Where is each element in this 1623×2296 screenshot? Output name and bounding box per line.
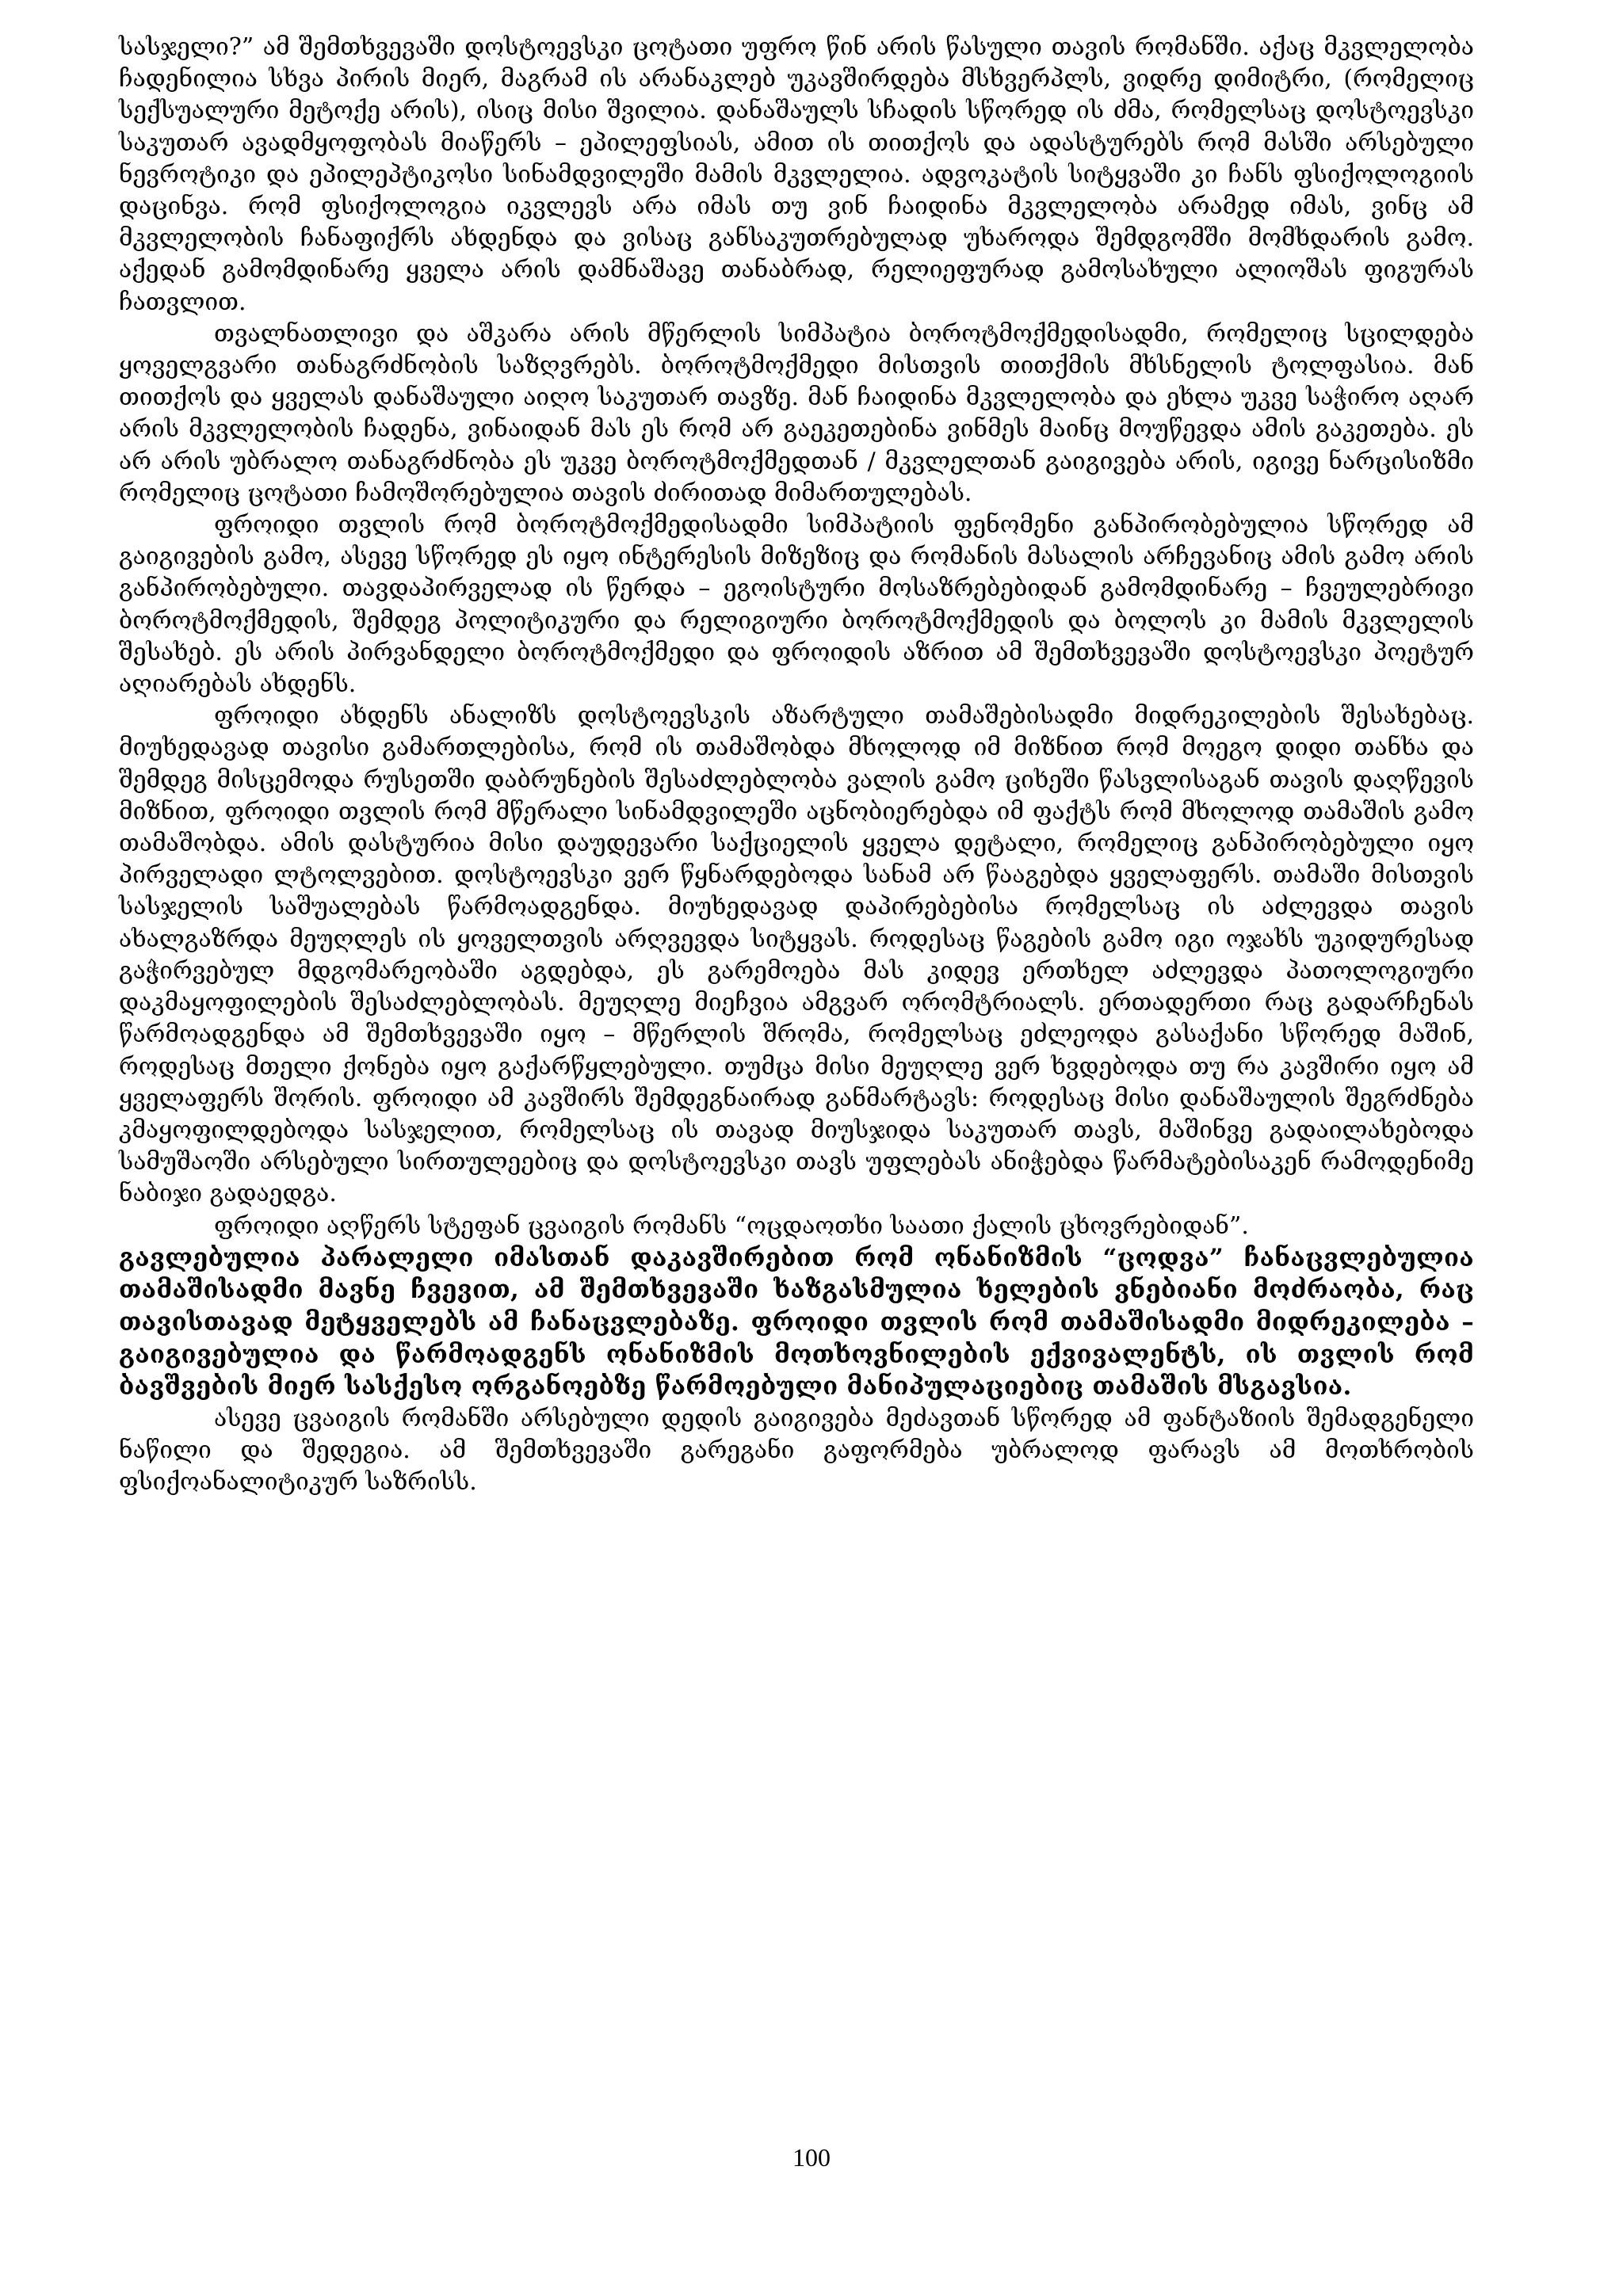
paragraph-6-bold: გავლებულია პარალელი იმასთან დაკავშირებით რომ ონანიზმის “ცოდვა” ჩანაცვლებულია თამაშისადმი მავნე ჩვევით, ამ შემთხვევაში ხაზგასმულია ხელების ვნებიანი მოძრაობა, რაც თავისთავად მეტყველებს ამ ჩანაცვლებაზე. ფროიდი თვლის რომ თამაშისადმი მიდრეკილება – გაიგივებულია და წარმოადგენს ონანიზმის მოთხოვნილების ექვივალენტს, ის თვლის რომ ბავშვების მიერ სასქესო ორგანოებზე წარმოებული მანიპულაციებიც თამაშის მსგავსია.: [119, 1243, 1474, 1402]
page-number: 100: [792, 2143, 831, 2172]
paragraph-2: თვალნათლივი და აშკარა არის მწერლის სიმპატია ბოროტმოქმედისადმი, რომელიც სცილდება ყოველგვარი თანაგრძნობის საზღვრებს. ბოროტმოქმედი მისთვის თითქმის მხსნელის ტოლფასია. მან თითქოს და ყველას დანაშაული აიღო საკუთარ თავზე. მან ჩაიდინა მკვლელობა და ეხლა უკვე საჭირო აღარ არის მკვლელობის ჩადენა, ვინაიდან მას ეს რომ არ გაეკეთებინა ვინმეს მაინც მოუწევდა ამის გაკეთება. ეს არ არის უბრალო თანაგრძნობა ეს უკვე ბოროტმოქმედთან / მკვლელთან გაიგივება არის, იგივე ნარცისიზმი რომელიც ცოტათი ჩამოშორებულია თავის ძირითად მიმართულებას.: [119, 319, 1474, 507]
document-body: [119, 32, 1474, 1498]
paragraph-7: ასევე ცვაიგის რომანში არსებული დედის გაიგივება მეძავთან სწორედ ამ ფანტაზიის შემადგენელი ნაწილი და შედეგია. ამ შემთხვევაში გარეგანი გაფორმება უბრალოდ ფარავს ამ მოთხრობის ფსიქოანალიტიკურ საზრისს.: [119, 1404, 1474, 1497]
paragraph-1: სასჯელი?” ამ შემთხვევაში დოსტოევსკი ცოტათი უფრო წინ არის წასული თავის რომანში. აქაც მკვლელობა ჩადენილია სხვა პირის მიერ, მაგრამ ის არანაკლებ უკავშირდება მსხვერპლს, ვიდრე დიმიტრი, (რომელიც სექსუალური მეტოქე არის), ისიც მისი შვილია. დანაშაულს სჩადის სწორედ ის ძმა, რომელსაც დოსტოევსკი საკუთარ ავადმყოფობას მიაწერს – ეპილეფსიას, ამით ის თითქოს და ადასტურებს რომ მასში არსებული ნევროტიკი და ეპილეპტიკოსი სინამდვილეში მამის მკვლელია. ადვოკატის სიტყვაში კი ჩანს ფსიქოლოგიის დაცინვა. რომ ფსიქოლოგია იკვლევს არა იმას თუ ვინ ჩაიდინა მკვლელობა არამედ იმას, ვინც ამ მკვლელობის ჩანაფიქრს ახდენდა და ვისაც განსაკუთრებულად უხაროდა შემდგომში მომხდარის გამო. აქედან გამომდინარე ყველა არის დამნაშავე თანაბრად, რელიეფურად გამოსახული ალიოშას ფიგურას ჩათვლით.: [119, 33, 1474, 316]
paragraph-3: ფროიდი თვლის რომ ბოროტმოქმედისადმი სიმპატიის ფენომენი განპირობებულია სწორედ ამ გაიგივების გამო, ასევე სწორედ ეს იყო ინტერესის მიზეზიც და რომანის მასალის არჩევანიც ამის გამო არის განპირობებული. თავდაპირველად ის წერდა – ეგოისტური მოსაზრებებიდან გამომდინარე – ჩვეულებრივი ბოროტმოქმედის, შემდეგ პოლიტიკური და რელიგიური ბოროტმოქმედის და ბოლოს კი მამის მკვლელის შესახებ. ეს არის პირვანდელი ბოროტმოქმედი და ფროიდის აზრით ამ შემთხვევაში დოსტოევსკი პოეტურ აღიარებას ახდენს.: [119, 511, 1474, 699]
paragraph-4: ფროიდი ახდენს ანალიზს დოსტოევსკის აზარტული თამაშებისადმი მიდრეკილების შესახებაც. მიუხედავად თავისი გამართლებისა, რომ ის თამაშობდა მხოლოდ იმ მიზნით რომ მოეგო დიდი თანხა და შემდეგ მისცემოდა რუსეთში დაბრუნების შესაძლებლობა ვალის გამო ციხეში წასვლისაგან თავის დაღწევის მიზნით, ფროიდი თვლის რომ მწერალი სინამდვილეში აცნობიერებდა იმ ფაქტს რომ მხოლოდ თამაშის გამო თამაშობდა. ამის დასტურია მისი დაუდევარი საქციელის ყველა დეტალი, რომელიც განპირობებული იყო პირველადი ლტოლვებით. დოსტოევსკი ვერ წყნარდებოდა სანამ არ წააგებდა ყველაფერს. თამაში მისთვის სასჯელის საშუალებას წარმოადგენდა. მიუხედავად დაპირებებისა რომელსაც ის აძლევდა თავის ახალგაზრდა მეუღლეს ის ყოველთვის არღვევდა სიტყვას. როდესაც წაგების გამო იგი ოჯახს უკიდურესად გაჭირვებულ მდგომარეობაში აგდებდა, ეს გარემოება მას კიდევ ერთხელ აძლევდა პათოლოგიური დაკმაყოფილების შესაძლებლობას. მეუღლე მიეჩვია ამგვარ ორომტრიალს. ერთადერთი რაც გადარჩენას წარმოადგენდა ამ შემთხვევაში იყო – მწერლის შრომა, რომელსაც ეძლეოდა გასაქანი სწორედ მაშინ, როდესაც მთელი ქონება იყო გაქარწყლებული. თუმცა მისი მეუღლე ვერ ხვდებოდა თუ რა კავშირი იყო ამ ყველაფერს შორის. ფროიდი ამ კავშირს შემდეგნაირად განმარტავს: როდესაც მისი დანაშაულის შეგრძნება კმაყოფილდებოდა სასჯელით, რომელსაც ის თავად მიუსჯიდა საკუთარ თავს, მაშინვე გადაილახებოდა სამუშაოში არსებული სირთულეებიც და დოსტოევსკი თავს უფლებას ანიჭებდა წარმატებისაკენ რამოდენიმე ნაბიჯი გადაედგა.: [119, 702, 1474, 1208]
paragraph-5: ფროიდი აღწერს სტეფან ცვაიგის რომანს “ოცდაოთხი საათი ქალის ცხოვრებიდან”.: [214, 1211, 1249, 1240]
